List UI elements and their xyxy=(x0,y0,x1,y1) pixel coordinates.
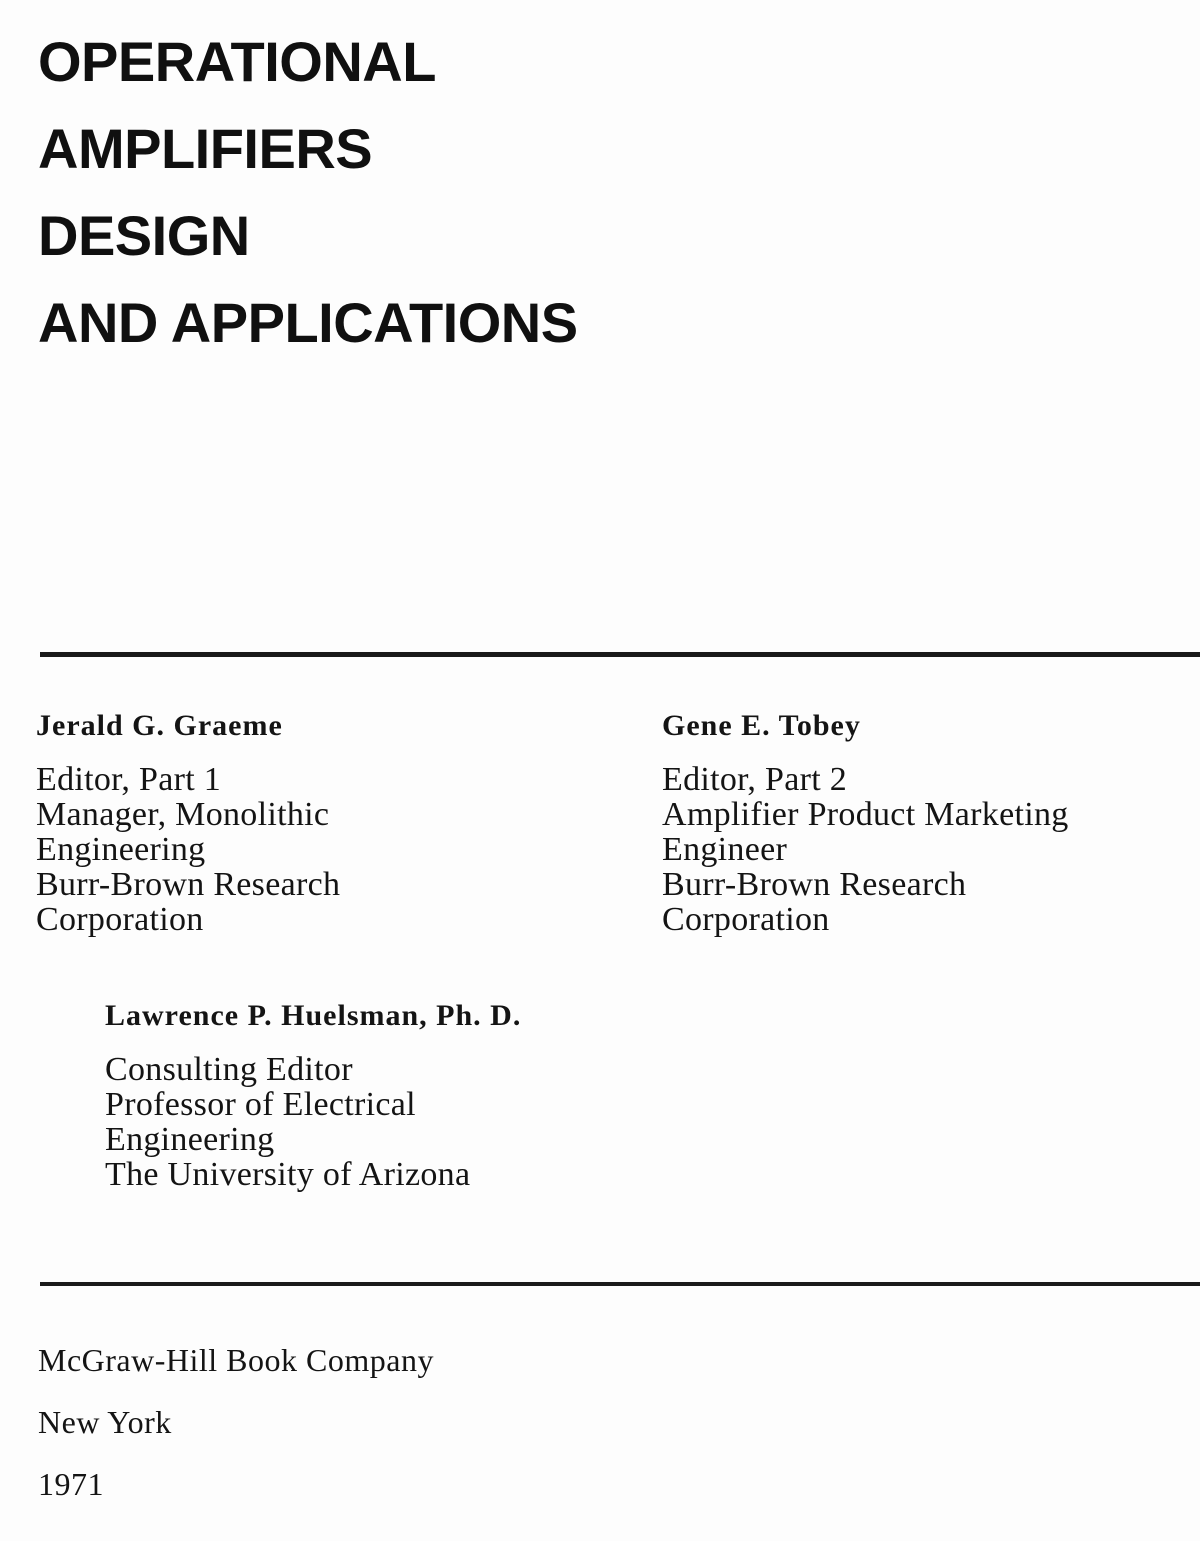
affiliation-line: Manager, Monolithic xyxy=(36,796,330,833)
affiliation-line: The University of Arizona xyxy=(105,1156,471,1193)
affiliation-line: Editor, Part 2 xyxy=(662,761,848,798)
affiliation-line: Amplifier Product Marketing xyxy=(662,796,1069,833)
affiliation-line: Engineer xyxy=(662,831,788,868)
bottom-divider xyxy=(40,1282,1200,1286)
affiliation-line: Editor, Part 1 xyxy=(36,761,222,798)
affiliation-line: Engineering xyxy=(36,831,206,868)
publication-year: 1971 xyxy=(38,1466,104,1502)
consulting-editor-name: Lawrence P. Huelsman, Ph. D. xyxy=(105,999,522,1032)
book-title-line: AMPLIFIERS xyxy=(38,117,373,180)
affiliation-line: Engineering xyxy=(105,1121,275,1158)
publisher-block xyxy=(38,1340,434,1526)
editor-part-2 xyxy=(662,708,1069,937)
affiliation-line: Corporation xyxy=(36,901,204,938)
book-title-line: AND APPLICATIONS xyxy=(38,291,578,354)
publisher-name: McGraw-Hill Book Company xyxy=(38,1342,434,1378)
affiliation-line: Professor of Electrical xyxy=(105,1086,416,1123)
editor-part-1 xyxy=(36,708,340,937)
book-title-line: OPERATIONAL xyxy=(38,30,436,93)
editor-affiliation xyxy=(36,762,340,937)
affiliation-line: Corporation xyxy=(662,901,830,938)
book-title-line: DESIGN xyxy=(38,204,250,267)
editor-affiliation xyxy=(662,762,1069,937)
editor-name: Gene E. Tobey xyxy=(662,709,861,742)
affiliation-line: Burr-Brown Research xyxy=(662,866,967,903)
affiliation-line: Consulting Editor xyxy=(105,1051,353,1088)
publisher-city: New York xyxy=(38,1404,172,1440)
affiliation-line: Burr-Brown Research xyxy=(36,866,341,903)
consulting-editor-affiliation xyxy=(105,1052,521,1192)
top-divider xyxy=(40,652,1200,657)
editor-name: Jerald G. Graeme xyxy=(36,709,283,742)
book-title xyxy=(38,18,578,366)
consulting-editor xyxy=(105,998,521,1192)
